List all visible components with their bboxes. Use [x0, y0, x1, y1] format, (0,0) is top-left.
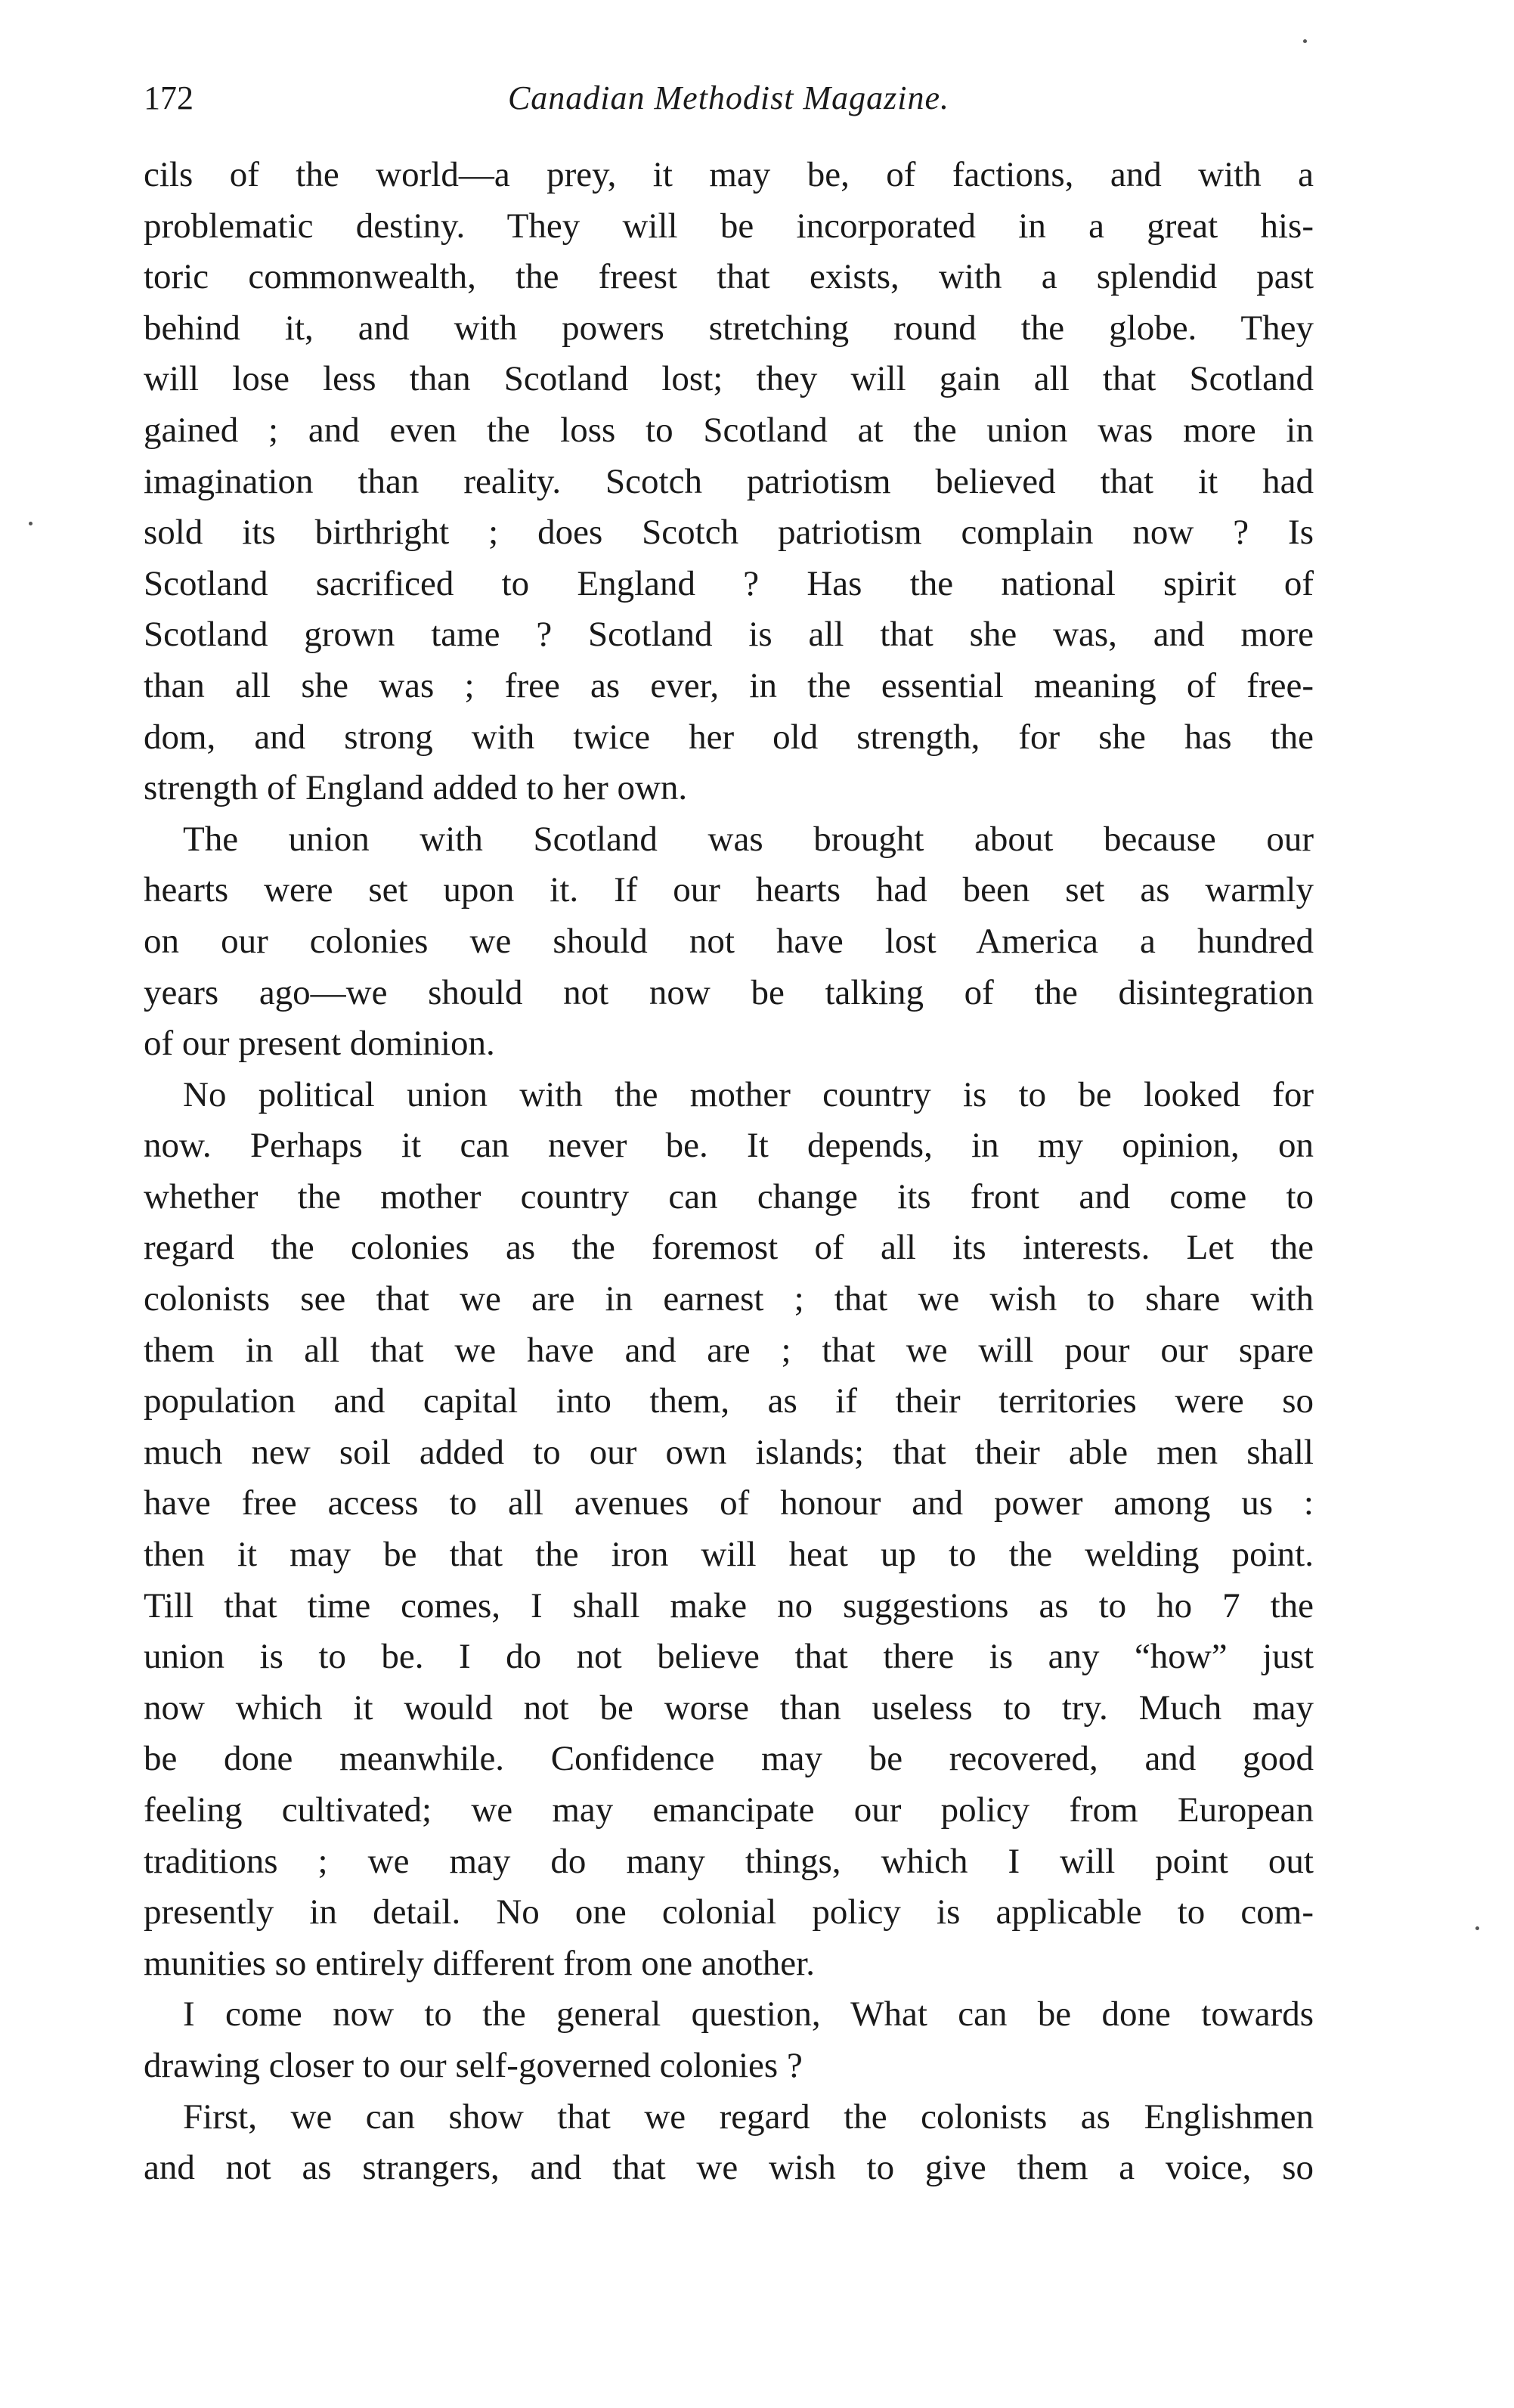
- paragraph: [144, 150, 1314, 814]
- text-line: munities so entirely different from one another.: [144, 1943, 815, 1983]
- text-line: union is to be. I do not believe that there is any “how” just: [144, 1637, 1314, 1677]
- text-line: dom, and strong with twice her old strength, for she has the: [144, 717, 1314, 757]
- text-line: and not as strangers, and that we wish to give them a voice, so: [144, 2148, 1314, 2188]
- text-line: be done meanwhile. Confidence may be recovered, and good: [144, 1739, 1314, 1779]
- text-line: No political union with the mother country is to be looked for: [183, 1074, 1314, 1114]
- text-line: I come now to the general question, What can be done towards: [183, 1994, 1314, 2035]
- paragraph: [144, 1070, 1314, 1990]
- text-line: them in all that we have and are ; that we will pour our spare: [144, 1330, 1314, 1370]
- text-line: on our colonies we should not have lost America a hundred: [144, 921, 1314, 961]
- scan-speck: [29, 522, 33, 525]
- text-line: Scotland sacrificed to England ? Has the national spirit of: [144, 563, 1314, 603]
- text-line: feeling cultivated; we may emancipate our policy from European: [144, 1790, 1314, 1830]
- text-line: cils of the world—a prey, it may be, of factions, and with a: [144, 155, 1314, 194]
- text-line: years ago—we should not now be talking of the disintegration: [144, 972, 1314, 1012]
- text-line: hearts were set upon it. If our hearts had been set as warmly: [144, 870, 1314, 910]
- text-line: Till that time comes, I shall make no suggestions as to ho 7 the: [144, 1585, 1314, 1625]
- text-line: behind it, and with powers stretching round the globe. They: [144, 308, 1314, 348]
- text-line: have free access to all avenues of honour and power among us :: [144, 1483, 1314, 1523]
- text-line: drawing closer to our self-governed colonies ?: [144, 2045, 803, 2085]
- paragraph: [144, 2092, 1314, 2194]
- page-number: 172: [144, 79, 194, 116]
- body-text: [144, 150, 1314, 2194]
- text-line: will lose less than Scotland lost; they will gain all that Scotland: [144, 359, 1314, 399]
- page-header: [144, 68, 1314, 129]
- paragraph: [144, 1989, 1314, 2091]
- text-line: imagination than reality. Scotch patriotism believed that it had: [144, 461, 1314, 501]
- text-line: strength of England added to her own.: [144, 768, 688, 808]
- text-line: much new soil added to our own islands; that their able men shall: [144, 1432, 1314, 1472]
- text-line: now which it would not be worse than useless to try. Much may: [144, 1687, 1314, 1728]
- text-line: regard the colonies as the foremost of all its interests. Let the: [144, 1228, 1314, 1268]
- text-line: First, we can show that we regard the colonists as Englishmen: [183, 2097, 1314, 2137]
- text-line: whether the mother country can change its front and come to: [144, 1176, 1314, 1216]
- text-line: Scotland grown tame ? Scotland is all that she was, and more: [144, 615, 1314, 655]
- text-line: than all she was ; free as ever, in the essential meaning of free-: [144, 665, 1314, 705]
- running-head: Canadian Methodist Magazine.: [507, 79, 950, 116]
- text-line: traditions ; we may do many things, which I will point out: [144, 1841, 1314, 1881]
- text-line: toric commonwealth, the freest that exists, with a splendid past: [144, 257, 1314, 297]
- document-page: [144, 68, 1314, 2194]
- text-line: The union with Scotland was brought about because our: [183, 819, 1314, 859]
- scan-speck: [1475, 1926, 1479, 1930]
- text-line: presently in detail. No one colonial policy is applicable to com-: [144, 1892, 1314, 1932]
- text-line: then it may be that the iron will heat up to the welding point.: [144, 1535, 1314, 1575]
- text-line: population and capital into them, as if their territories were so: [144, 1381, 1314, 1421]
- text-line: gained ; and even the loss to Scotland at the union was more in: [144, 410, 1314, 450]
- text-line: sold its birthright ; does Scotch patriotism complain now ? Is: [144, 513, 1314, 553]
- text-line: colonists see that we are in earnest ; that we wish to share with: [144, 1279, 1314, 1319]
- scan-speck: [1303, 39, 1307, 43]
- text-line: problematic destiny. They will be incorporated in a great his-: [144, 206, 1314, 246]
- text-line: now. Perhaps it can never be. It depends, in my opinion, on: [144, 1126, 1314, 1166]
- text-line: of our present dominion.: [144, 1024, 495, 1064]
- paragraph: [144, 814, 1314, 1070]
